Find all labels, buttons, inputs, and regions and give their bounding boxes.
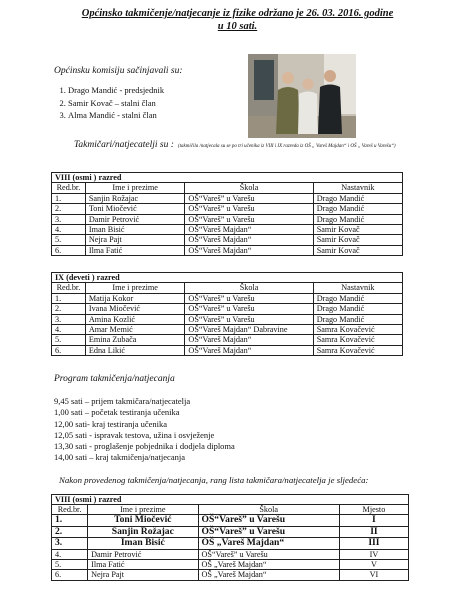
cell: OŠ „Vareš Majdan“ xyxy=(198,570,339,580)
program-item: 12,05 sati - ispravak testova, užina i osvježenje xyxy=(54,429,215,440)
competitors-label: Takmičari/natjecatelji su : xyxy=(74,140,174,150)
cell: V xyxy=(339,560,408,570)
cell: Drago Mandić xyxy=(313,193,402,203)
cell: 1. xyxy=(52,193,86,203)
cell: Amar Memić xyxy=(85,325,185,335)
cell: OŠ „Vareš Majdan“ xyxy=(198,538,339,550)
commission-members xyxy=(54,84,164,122)
table-row xyxy=(52,235,403,245)
cell: Samra Kovačević xyxy=(313,335,402,345)
cell: Samra Kovačević xyxy=(313,325,402,335)
cell: 4. xyxy=(52,225,86,235)
cell: Drago Mandić xyxy=(313,314,402,324)
cell: Drago Mandić xyxy=(313,293,402,303)
header-name: Ime i prezime xyxy=(85,283,185,293)
cell: 6. xyxy=(52,570,88,580)
cell: 1. xyxy=(52,293,86,303)
cell: 2. xyxy=(52,526,88,538)
header-place: Mjesto xyxy=(339,505,408,515)
cell: Damir Petrović xyxy=(85,214,185,224)
cell: OŠ“Vareš” u Varešu xyxy=(185,293,313,303)
table-row xyxy=(52,304,403,314)
cell: 5. xyxy=(52,235,86,245)
cell: 4. xyxy=(52,549,88,559)
program-item: 9,45 sati – prijem takmičara/natjecatelja xyxy=(54,396,191,406)
table-row xyxy=(52,515,409,527)
grade9-title: IX (deveti ) razred xyxy=(52,273,403,283)
header-school: Škola xyxy=(185,183,313,193)
header-name: Ime i prezime xyxy=(88,505,198,515)
header-teacher: Nastavnik xyxy=(313,283,402,293)
table-row xyxy=(52,225,403,235)
table-row xyxy=(52,193,403,203)
table-row xyxy=(52,314,403,324)
commission-member: 1. Drago Mandić - predsjednik xyxy=(68,84,164,97)
cell: Drago Mandić xyxy=(313,204,402,214)
ranking-title: VIII (osmi ) razred xyxy=(52,495,409,505)
table-row xyxy=(52,325,403,335)
table-row xyxy=(52,538,409,550)
cell: OŠ“Vareš” u Varešu xyxy=(198,526,339,538)
cell: Drago Mandić xyxy=(313,214,402,224)
cell: 3. xyxy=(52,538,88,550)
header-school: Škola xyxy=(198,505,339,515)
table-row xyxy=(52,204,403,214)
commission-label: Općinsku komisiju sačinjavali su: xyxy=(54,66,183,76)
cell: Samir Kovač xyxy=(313,225,402,235)
cell: Iman Bisić xyxy=(88,538,198,550)
table-row xyxy=(52,214,403,224)
cell: Ilma Fatić xyxy=(88,560,198,570)
cell: Sanjin Rožajac xyxy=(85,193,185,203)
cell: OŠ“Vareš” u Varešu xyxy=(185,314,313,324)
cell: Drago Mandić xyxy=(313,304,402,314)
cell: 3. xyxy=(52,214,86,224)
ranking-table xyxy=(51,494,409,581)
cell: 6. xyxy=(52,345,86,355)
table-row xyxy=(52,245,403,255)
cell: Toni Miočević xyxy=(85,204,185,214)
cell: OŠ“Vareš Majdan“ xyxy=(185,245,313,255)
document-title-line1: Općinsko takmičenje/natjecanje iz fizike održano je 26. 03. 2016. godine xyxy=(81,8,394,19)
cell: 6. xyxy=(52,245,86,255)
cell: OŠ“Vareš Majdan“ xyxy=(185,225,313,235)
cell: Matija Kokor xyxy=(85,293,185,303)
table-row xyxy=(52,549,409,559)
table-row xyxy=(52,345,403,355)
cell: 2. xyxy=(52,304,86,314)
cell: OŠ“Vareš Majdan“ xyxy=(185,235,313,245)
cell: 3. xyxy=(52,314,86,324)
cell: Ivana Miočević xyxy=(85,304,185,314)
cell: OŠ“Vareš” u Varešu xyxy=(185,193,313,203)
cell: Samra Kovačević xyxy=(313,345,402,355)
cell: Samir Kovač xyxy=(313,235,402,245)
cell: Nejra Pajt xyxy=(85,235,185,245)
program-label: Program takmičenja/natjecanja xyxy=(54,374,175,384)
cell: III xyxy=(339,538,408,550)
cell: 5. xyxy=(52,335,86,345)
cell: 1. xyxy=(52,515,88,527)
cell: I xyxy=(339,515,408,527)
commission-member: 2. Samir Kovač – stalni član xyxy=(68,97,164,110)
cell: Damir Petrović xyxy=(88,549,198,559)
cell: OŠ“Vareš” u Varešu xyxy=(185,214,313,224)
table-row xyxy=(52,335,403,345)
cell: OŠ“Vareš Majdan“ xyxy=(185,345,313,355)
header-no: Red.br. xyxy=(52,505,88,515)
cell: Toni Miočević xyxy=(88,515,198,527)
table-row xyxy=(52,560,409,570)
header-no: Red.br. xyxy=(52,183,86,193)
header-no: Red.br. xyxy=(52,283,86,293)
group-photo xyxy=(248,54,356,138)
cell: Iman Bisić xyxy=(85,225,185,235)
cell: Sanjin Rožajac xyxy=(88,526,198,538)
cell: Emina Zubača xyxy=(85,335,185,345)
cell: OŠ“Vareš” u Varešu xyxy=(198,549,339,559)
cell: Nejra Pajt xyxy=(88,570,198,580)
cell: VI xyxy=(339,570,408,580)
cell: Amina Kozlić xyxy=(85,314,185,324)
cell: 4. xyxy=(52,325,86,335)
cell: II xyxy=(339,526,408,538)
grade8-table xyxy=(51,172,403,256)
ranking-intro: Nakon provedenog takmičenja/natjecanja, rang lista takmičara/natjecatelja je sljedeća: xyxy=(59,475,369,485)
program-item: 14,00 sati – kraj takmičenja/natjecanja xyxy=(54,452,185,463)
program-item: 1,00 sati – početak testiranja učenika xyxy=(54,407,180,418)
cell: 5. xyxy=(52,560,88,570)
grade9-table xyxy=(51,272,403,356)
commission-member: 3. Alma Mandić - stalni član xyxy=(68,109,164,122)
cell: OŠ „Vareš Majdan“ xyxy=(198,560,339,570)
header-school: Škola xyxy=(185,283,313,293)
grade8-title: VIII (osmi ) razred xyxy=(52,173,403,183)
table-row xyxy=(52,570,409,580)
cell: 2. xyxy=(52,204,86,214)
cell: Samir Kovač xyxy=(313,245,402,255)
program-item: 13,30 sati - proglašenje pobjednika i dodjela diploma xyxy=(54,441,235,452)
cell: OŠ“Vareš Majdan“ Dabravine xyxy=(185,325,313,335)
document-title-line2: u 10 sati. xyxy=(217,21,258,32)
cell: OŠ“Vareš” u Varešu xyxy=(198,515,339,527)
competitors-note: (takmičila /natjecala su se po tri učenika iz VIII i IX razreda iz OŠ „ Vareš Majdan“ i OŠ „ Vareš u Varešu“) xyxy=(178,144,396,149)
cell: OŠ“Vareš” u Varešu xyxy=(185,204,313,214)
header-name: Ime i prezime xyxy=(85,183,185,193)
header-teacher: Nastavnik xyxy=(313,183,402,193)
cell: Ilma Fatić xyxy=(85,245,185,255)
cell: Edna Likić xyxy=(85,345,185,355)
cell: IV xyxy=(339,549,408,559)
group-photo-illustration xyxy=(248,54,356,138)
table-row xyxy=(52,293,403,303)
program-item: 12,00 sati- kraj testiranja učenika xyxy=(54,418,168,429)
program-list xyxy=(54,396,235,464)
cell: OŠ“Vareš” u Varešu xyxy=(185,304,313,314)
cell: OŠ“Vareš Majdan“ xyxy=(185,335,313,345)
